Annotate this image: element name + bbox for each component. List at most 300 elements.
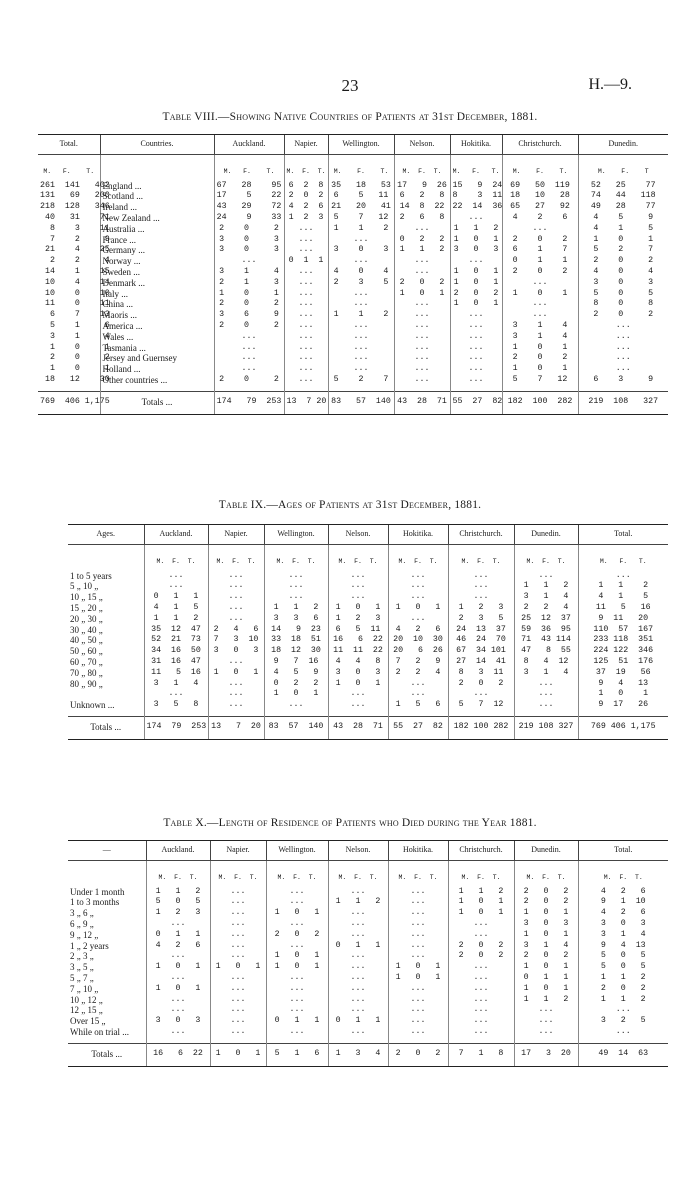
table10-cell: ...: [448, 930, 514, 941]
table8-cell: 131 69 200: [40, 191, 110, 201]
table8-cell: ...: [284, 289, 328, 300]
table8-mft-cell: M. F. T.: [394, 154, 450, 180]
table9: [68, 524, 668, 740]
table10-totals-label: Totals ...: [68, 1043, 146, 1066]
table9-caption-prefix: Table IX.—: [218, 499, 279, 511]
table8-cell: 0 1 1: [502, 256, 578, 267]
table9-cell: ...: [578, 571, 668, 582]
table8-cell: 1 1 2: [394, 245, 450, 256]
table10-cell: ...: [328, 973, 388, 984]
table9-cell: ...: [388, 614, 448, 625]
table9-cell: 5 7 12: [448, 700, 514, 711]
table10-cell: 3 1 4: [578, 930, 668, 941]
table9-cell: 1 5 6: [388, 700, 448, 711]
table10-cell: 0 1 1: [328, 1016, 388, 1027]
table10-mft-cell: M. F. T.: [578, 860, 668, 886]
table8-cell: 8 3 11: [40, 223, 110, 233]
table8-cell: 2 0 2: [450, 289, 502, 300]
table10-cell: ...: [328, 984, 388, 995]
table9-cell: ...: [144, 571, 208, 582]
table8-cell: ...: [502, 299, 578, 310]
table10-cell: ...: [328, 1027, 388, 1038]
table10-row-label: 10 „ 12 „: [70, 994, 103, 1005]
table8-cell: 3 0 3: [578, 278, 668, 289]
table8-cell: ...: [284, 375, 328, 386]
table8-row: [38, 299, 668, 310]
table10-row: [68, 930, 668, 941]
table8-cell: ...: [214, 353, 284, 364]
table9-row-label: 20 „ 30 „: [70, 613, 103, 624]
table8-cell: ...: [578, 332, 668, 343]
table8-cell: ...: [284, 235, 328, 246]
table10-cell: 1 1 2: [328, 897, 388, 908]
table10-cell: ...: [210, 908, 266, 919]
table8-cell: ...: [284, 332, 328, 343]
table9-total-cell: 83 57 140: [264, 716, 328, 739]
table8-cell: 3 0 3: [214, 245, 284, 256]
table8-cell: 21 20 41: [328, 202, 394, 213]
table10-cell: 1 1 2: [448, 887, 514, 898]
table10-row: [68, 995, 668, 1006]
table8-cell: 67 28 95: [214, 181, 284, 192]
table8-cell: 7 2 9: [40, 234, 110, 244]
table10-cell: 0 1 1: [266, 1016, 328, 1027]
table10-cell: ...: [578, 1005, 668, 1016]
table9-cell: ...: [328, 571, 388, 582]
table8-cell: 6 7 13: [40, 310, 110, 320]
table8-cell: ...: [502, 224, 578, 235]
table8-row: [38, 245, 668, 256]
table9-cell: 6 5 11: [328, 625, 388, 636]
table10-cell: ...: [146, 1027, 210, 1038]
table8-cell: ...: [284, 299, 328, 310]
table9-cell: 1 0 1: [328, 679, 388, 690]
table8-cell: 5 1 6: [40, 320, 110, 330]
table9-cell: ...: [388, 592, 448, 603]
table9-total-cell: 769 406 1,175: [578, 716, 668, 739]
table8-row: [38, 278, 668, 289]
table8-cell: 4 0 4: [578, 267, 668, 278]
table10-mft-cell: M. F. T.: [146, 860, 210, 886]
table8-cell: ...: [394, 332, 450, 343]
table8-row-label: Italy ...: [100, 289, 214, 300]
table9-cell: ...: [208, 689, 264, 700]
table8-cell: ...: [394, 364, 450, 375]
table10-cell: 1 1 2: [578, 973, 668, 984]
table8-total-cell: 182 100 282: [502, 391, 578, 414]
table10-cell: ...: [388, 930, 448, 941]
table10-cell: 1 1 2: [514, 995, 578, 1006]
table8-row-label: Wales ...: [100, 332, 214, 343]
table8-cell: 4 2 6: [502, 213, 578, 224]
table8-cell: 52 25 77: [578, 181, 668, 192]
table9-cell: 11 11 22: [328, 646, 388, 657]
table8-cell: 6 2 8: [394, 191, 450, 202]
table9-cell: 3 1 4: [144, 679, 208, 690]
table9-totals-row: [68, 716, 668, 739]
table8-cell: 4 2 6: [284, 202, 328, 213]
table9-cell: 2 0 2: [448, 679, 514, 690]
table9-row-label: 50 „ 60 „: [70, 646, 103, 657]
table9-mft-cell: M. F. T.: [448, 544, 514, 570]
table10-cell: ...: [210, 973, 266, 984]
table10-row: [68, 951, 668, 962]
table10-cell: ...: [266, 919, 328, 930]
table8-row: [38, 343, 668, 354]
table9-row-label: 30 „ 40 „: [70, 624, 103, 635]
table10-cell: ...: [388, 1005, 448, 1016]
table8-cell: ...: [578, 321, 668, 332]
table10-row: [68, 1005, 668, 1016]
table10-cell: ...: [388, 984, 448, 995]
table8-cell: 2 1 3: [214, 278, 284, 289]
table8-cell: 49 28 77: [578, 202, 668, 213]
table8-cell: 2 0 2: [394, 278, 450, 289]
table9-cell: 7 3 10: [208, 635, 264, 646]
table8-col-header: Nelson.: [394, 135, 450, 155]
table8-cell: 43 29 72: [214, 202, 284, 213]
table10-cell: ...: [448, 1005, 514, 1016]
table8-mft-cell: [100, 154, 214, 180]
table10-cell: 1 0 1: [514, 930, 578, 941]
table9-cell: ...: [388, 679, 448, 690]
table9-cell: ...: [208, 700, 264, 711]
table9-cell: 46 24 70: [448, 635, 514, 646]
table10-cell: 1 0 1: [266, 962, 328, 973]
table10-cell: 1 1 2: [578, 995, 668, 1006]
table8-row: [38, 321, 668, 332]
table10-total-cell: 1 0 1: [210, 1043, 266, 1066]
table10-cell: ...: [210, 951, 266, 962]
table10-cell: ...: [146, 995, 210, 1006]
table10-cell: 1 0 1: [146, 962, 210, 973]
table9-row: [68, 668, 668, 679]
table10-cell: ...: [266, 995, 328, 1006]
table8-row: [38, 364, 668, 375]
table8-mft-cell: M. F. T.: [328, 154, 394, 180]
table10-row: [68, 973, 668, 984]
table8-row: [38, 375, 668, 386]
table8-row: [38, 202, 668, 213]
table8-col-header: Countries.: [100, 135, 214, 155]
table10-cell: 3 0 3: [146, 1016, 210, 1027]
table10-row-label: 3 „ 6 „: [70, 908, 94, 919]
table9-cell: ...: [264, 581, 328, 592]
table9-cell: 34 16 50: [144, 646, 208, 657]
table8-cell: 218 128 346: [40, 202, 110, 212]
table8-cell: 2 0 2: [502, 235, 578, 246]
table10-cell: 3 0 3: [514, 919, 578, 930]
table10-cell: ...: [210, 887, 266, 898]
table10-row-label: 9 „ 12 „: [70, 929, 99, 940]
table10-cell: ...: [448, 973, 514, 984]
table8-cell: ...: [284, 278, 328, 289]
table9-cell: ...: [514, 679, 578, 690]
table9-row: [68, 603, 668, 614]
table10-cell: ...: [578, 1027, 668, 1038]
table10-cell: ...: [210, 941, 266, 952]
table10-col-header: Christchurch.: [448, 841, 514, 861]
table10-cell: ...: [266, 1027, 328, 1038]
table9-cell: ...: [514, 571, 578, 582]
table10-cell: 0 1 1: [514, 973, 578, 984]
table8-row: [38, 235, 668, 246]
table8-cell: 1 0 1: [40, 342, 110, 352]
table9-col-header: Auckland.: [144, 525, 208, 545]
table10-col-header: —: [68, 841, 146, 861]
table9-cell: ...: [328, 592, 388, 603]
table10-total-cell: 17 3 20: [514, 1043, 578, 1066]
table9-row-label: 15 „ 20 „: [70, 602, 103, 613]
table9-row-label: 40 „ 50 „: [70, 635, 103, 646]
table10-row-label: 6 „ 9 „: [70, 918, 94, 929]
table8-cell: ...: [328, 332, 394, 343]
table10-cell: ...: [210, 897, 266, 908]
table9-cell: 3 0 3: [208, 646, 264, 657]
table8-cell: 3 0 3: [328, 245, 394, 256]
table8-cell: 10 4 14: [40, 277, 110, 287]
table10-cell: ...: [146, 973, 210, 984]
table8-cell: 1 0 1: [450, 267, 502, 278]
table9-cell: 2 4 6: [208, 625, 264, 636]
table8-mft-cell: M. F. T.: [450, 154, 502, 180]
table9-col-header: Dunedin.: [514, 525, 578, 545]
table10-cell: ...: [210, 1016, 266, 1027]
table10-cell: ...: [448, 995, 514, 1006]
table10-total-cell: 5 1 6: [266, 1043, 328, 1066]
table10-cell: ...: [210, 995, 266, 1006]
table9-cell: ...: [144, 689, 208, 700]
table9-cell: ...: [208, 679, 264, 690]
table9-mft-cell: M. F. T.: [388, 544, 448, 570]
table10-cell: 5 0 5: [578, 951, 668, 962]
table9-cell: 2 3 5: [448, 614, 514, 625]
table8-cell: 4 0 4: [328, 267, 394, 278]
table10-cell: 0 1 1: [146, 930, 210, 941]
table8-cell: ...: [328, 256, 394, 267]
table10-col-header: Napier.: [210, 841, 266, 861]
table9-cell: ...: [328, 689, 388, 700]
table9-cell: ...: [208, 592, 264, 603]
table8-row-label: Other countries ...: [100, 375, 214, 386]
table10-cell: ...: [514, 1005, 578, 1016]
table9-header-row: [68, 525, 668, 545]
table8-cell: ...: [328, 353, 394, 364]
table10-cell: 1 2 3: [146, 908, 210, 919]
table9-cell: 3 1 4: [514, 668, 578, 679]
table9-cell: 67 34 101: [448, 646, 514, 657]
table8-row: [38, 353, 668, 364]
table9-mft-cell: M. F. T.: [264, 544, 328, 570]
table8-cell: 1 0 1: [450, 235, 502, 246]
table8-row: [38, 310, 668, 321]
table9-caption: [0, 499, 700, 511]
table8-header-row: [38, 135, 668, 155]
table8-row: [38, 267, 668, 278]
table8-cell: ...: [394, 256, 450, 267]
table9-mft-cell: M. F. T.: [328, 544, 388, 570]
table8-cell: 2 2 4: [40, 256, 110, 266]
table8-cell: ...: [328, 289, 394, 300]
table10-total-cell: 2 0 2: [388, 1043, 448, 1066]
table10-row-label: 5 „ 7 „: [70, 972, 94, 983]
table8-total-cell: 13 7 20: [284, 391, 328, 414]
table10-cell: 2 0 2: [514, 897, 578, 908]
table9-total-cell: 55 27 82: [388, 716, 448, 739]
table10-row-label: 1 to 3 months: [70, 897, 120, 908]
table8-cell: 15 9 24: [450, 181, 502, 192]
table10-cell: 1 0 1: [210, 962, 266, 973]
table10-cell: 1 0 1: [514, 984, 578, 995]
table9-cell: ...: [208, 571, 264, 582]
table8-row-label: China ...: [100, 299, 214, 310]
table9-total-cell: 13 7 20: [208, 716, 264, 739]
table9-row-label: Unknown ...: [70, 700, 115, 711]
table8-row: [38, 181, 668, 192]
table8-cell: 35 18 53: [328, 181, 394, 192]
table10-cell: 2 0 2: [578, 984, 668, 995]
table10-cell: 5 0 5: [146, 897, 210, 908]
table8-cell: ...: [578, 364, 668, 375]
table8-mft-cell: M. F. T.: [284, 154, 328, 180]
table10-cell: 1 0 1: [514, 962, 578, 973]
table9-total-cell: 219 108 327: [514, 716, 578, 739]
table8-cell: 1 0 1: [502, 289, 578, 300]
table8-row-label: Norway ...: [100, 256, 214, 267]
table8-cell: ...: [394, 375, 450, 386]
table8-cell: 17 9 26: [394, 181, 450, 192]
table9-row: [68, 571, 668, 582]
table9-cell: 24 13 37: [448, 625, 514, 636]
table10-cell: ...: [328, 919, 388, 930]
table9-row-label: [68, 689, 144, 700]
table8-col-header: Wellington.: [328, 135, 394, 155]
table10-row-label: 2 „ 3 „: [70, 951, 94, 962]
table9-row: [68, 614, 668, 625]
table10-cell: 2 0 2: [266, 930, 328, 941]
table10-cell: 4 2 6: [146, 941, 210, 952]
table9-cell: 4 2 6: [388, 625, 448, 636]
table10-col-header: Nelson.: [328, 841, 388, 861]
table8-cell: ...: [394, 321, 450, 332]
table8-cell: ...: [284, 267, 328, 278]
table9-cell: 27 14 41: [448, 657, 514, 668]
table10-cell: ...: [448, 962, 514, 973]
table8-cell: ...: [284, 310, 328, 321]
table8-row-label: Sweden ...: [100, 267, 214, 278]
table8-total-cell: 43 28 71: [394, 391, 450, 414]
table9-cell: ...: [208, 603, 264, 614]
table8-cell: 1 0 1: [40, 364, 110, 374]
table8-cell: 14 8 22: [394, 202, 450, 213]
table8-total-cell: 174 79 253: [214, 391, 284, 414]
table8-row-label: Denmark ...: [100, 278, 214, 289]
table10-cell: 1 0 1: [514, 908, 578, 919]
table10-cell: ...: [266, 1005, 328, 1016]
table10-cell: 1 0 1: [388, 973, 448, 984]
table9-cell: 4 4 8: [328, 657, 388, 668]
table10-mft-cell: M. F. T.: [388, 860, 448, 886]
table9-cell: 20 6 26: [388, 646, 448, 657]
table8-cell: 2 0 2: [214, 224, 284, 235]
table9-total-cell: 43 28 71: [328, 716, 388, 739]
table8-cell: 3 1 4: [502, 321, 578, 332]
table9-cell: 8 4 12: [514, 657, 578, 668]
table10-cell: ...: [146, 919, 210, 930]
table10-cell: ...: [266, 897, 328, 908]
table10-total-cell: 49 14 63: [578, 1043, 668, 1066]
table9-mft-cell: M. F. T.: [514, 544, 578, 570]
table8-row-label: France ...: [100, 235, 214, 246]
table10-cell: 1 0 1: [448, 897, 514, 908]
table8-cell: ...: [394, 310, 450, 321]
table10-cell: ...: [328, 1005, 388, 1016]
table8-cell: 21 4 25: [40, 245, 110, 255]
table8-totals-label: Totals ...: [100, 391, 214, 414]
table10-row-label: 7 „ 10 „: [70, 983, 99, 994]
table9-col-header: Nelson.: [328, 525, 388, 545]
table8-cell: ...: [578, 343, 668, 354]
table8-cell: 2 0 2: [214, 321, 284, 332]
table10-cell: 9 4 13: [578, 941, 668, 952]
table10-row: [68, 984, 668, 995]
table8-cell: ...: [450, 364, 502, 375]
table9-row: [68, 635, 668, 646]
table9-row: [68, 679, 668, 690]
table8-cell: 3 0 3: [450, 245, 502, 256]
table8-cell: ...: [502, 278, 578, 289]
table8-cell: 2 6 8: [394, 213, 450, 224]
table10-cell: ...: [266, 984, 328, 995]
table8-mft-cell: M. F. T: [578, 154, 668, 180]
table9-cell: ...: [448, 592, 514, 603]
table10-mft-cell: M. F. T.: [448, 860, 514, 886]
table8-total-cell: 55 27 82: [450, 391, 502, 414]
table8-col-header: Total.: [38, 135, 100, 155]
table10-cell: ...: [328, 962, 388, 973]
table10-cell: 1 0 1: [266, 908, 328, 919]
table10-caption-title: Length of Residence of Patients who Died during the Year 1881.: [218, 817, 537, 829]
table8-cell: 22 14 36: [450, 202, 502, 213]
table10-cell: 2 0 2: [448, 941, 514, 952]
table9-row-label: 80 „ 90 „: [70, 678, 103, 689]
table9-row: [68, 657, 668, 668]
table8-cell: ...: [450, 310, 502, 321]
table9-cell: 25 12 37: [514, 614, 578, 625]
table9-cell: 11 5 16: [578, 603, 668, 614]
table10-cell: 4 2 6: [578, 887, 668, 898]
table10-cell: ...: [146, 1005, 210, 1016]
table8-col-header: Dunedin.: [578, 135, 668, 155]
table9-cell: 3 0 3: [328, 668, 388, 679]
table9-mft-cell: [68, 544, 144, 570]
table10-cell: ...: [388, 908, 448, 919]
table10-cell: ...: [388, 1027, 448, 1038]
table9-cell: ...: [328, 700, 388, 711]
table10-cell: ...: [328, 951, 388, 962]
table8-cell: ...: [284, 245, 328, 256]
table10-cell: 1 0 1: [388, 962, 448, 973]
table8-row-label: Maoris ...: [100, 310, 214, 321]
table10-cell: ...: [388, 887, 448, 898]
table9-row-label: 60 „ 70 „: [70, 656, 103, 667]
table8-cell: 5 0 5: [578, 289, 668, 300]
table10-row-label: 12 „ 15 „: [70, 1005, 103, 1016]
table10-cell: ...: [210, 919, 266, 930]
table9-cell: 52 21 73: [144, 635, 208, 646]
table10-row: [68, 897, 668, 908]
table9-row: [68, 592, 668, 603]
